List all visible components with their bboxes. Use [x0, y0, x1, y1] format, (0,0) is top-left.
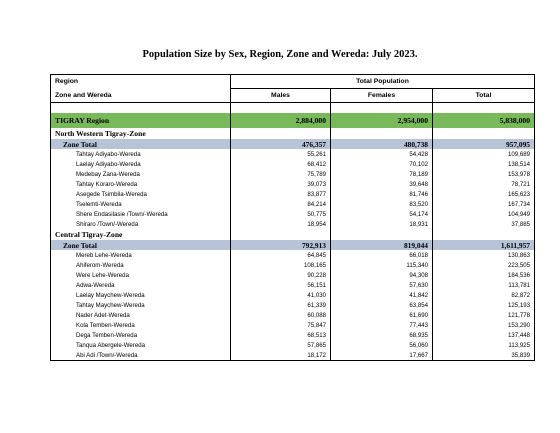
wereda-name: Mereb Lehe-Wereda: [76, 251, 132, 259]
zone-total-females: 819,044: [331, 240, 433, 250]
table-row: [51, 250, 535, 260]
wereda-males: 83,877: [231, 189, 331, 199]
header-row-2: [51, 89, 535, 103]
wereda-total: 109,689: [433, 149, 535, 159]
wereda-name: Kola Temben-Wereda: [76, 321, 135, 329]
wereda-males: 57,865: [231, 340, 331, 350]
table-row: [51, 159, 535, 169]
wereda-name: Abi Adi /Town/-Wereda: [76, 351, 138, 359]
wereda-total: 35,839: [433, 350, 535, 361]
wereda-females: 70,102: [331, 159, 433, 169]
spacer-row: [51, 103, 535, 114]
table-row: [51, 350, 535, 361]
wereda-name: Shiraro /Town/-Wereda: [76, 220, 139, 228]
wereda-males: 55,261: [231, 149, 331, 159]
wereda-name: Dega Temben-Wereda: [76, 331, 138, 339]
zone-total-row: [51, 139, 535, 149]
zone-name: North Western Tigray-Zone: [55, 129, 146, 138]
table-row: [51, 189, 535, 199]
table-row: [51, 300, 535, 310]
wereda-females: 54,428: [331, 149, 433, 159]
table-row: [51, 179, 535, 189]
table-row: [51, 340, 535, 350]
table-row: [51, 260, 535, 270]
wereda-total: 165,623: [433, 189, 535, 199]
table-row: [51, 310, 535, 320]
wereda-total: 153,978: [433, 169, 535, 179]
page-title: Population Size by Sex, Region, Zone and Wereda: July 2023.: [142, 49, 418, 60]
wereda-total: 184,536: [433, 270, 535, 280]
zone-total-males: 792,913: [231, 240, 331, 250]
wereda-females: 68,935: [331, 330, 433, 340]
wereda-total: 125,193: [433, 300, 535, 310]
wereda-males: 60,088: [231, 310, 331, 320]
wereda-total: 138,514: [433, 159, 535, 169]
header-total: Total: [433, 89, 535, 103]
empty-cell: [433, 229, 535, 240]
wereda-females: 81,746: [331, 189, 433, 199]
zone-title-row: [51, 128, 535, 139]
table-row: [51, 149, 535, 159]
empty-cell: [433, 128, 535, 139]
table-row: [51, 290, 535, 300]
region-name: TIGRAY Region: [51, 113, 231, 128]
wereda-females: 39,648: [331, 179, 433, 189]
zone-total-label: Zone Total: [51, 139, 231, 149]
empty-cell: [331, 128, 433, 139]
table-row: [51, 270, 535, 280]
header-region: Region: [55, 78, 79, 86]
wereda-name: Tahtay Adiyabo-Wereda: [76, 150, 141, 158]
wereda-males: 108,165: [231, 260, 331, 270]
header-total-population: Total Population: [231, 75, 535, 89]
wereda-females: 18,931: [331, 219, 433, 229]
wereda-name: Laelay Adiyabo-Wereda: [76, 160, 141, 168]
empty-cell: [231, 128, 331, 139]
table-row: [51, 320, 535, 330]
wereda-total: 37,885: [433, 219, 535, 229]
wereda-males: 75,847: [231, 320, 331, 330]
zone-total-total: 957,095: [433, 139, 535, 149]
wereda-males: 56,151: [231, 280, 331, 290]
wereda-females: 17,667: [331, 350, 433, 361]
header-males: Males: [231, 89, 331, 103]
wereda-males: 68,513: [231, 330, 331, 340]
wereda-males: 84,214: [231, 199, 331, 209]
wereda-females: 61,690: [331, 310, 433, 320]
wereda-total: 167,734: [433, 199, 535, 209]
wereda-females: 56,060: [331, 340, 433, 350]
table-row: [51, 199, 535, 209]
wereda-males: 41,030: [231, 290, 331, 300]
wereda-total: 104,949: [433, 209, 535, 219]
population-table: [50, 74, 535, 361]
wereda-name: Shere Endasilasie /Town/-Wereda: [76, 210, 168, 218]
zone-title-row: [51, 229, 535, 240]
wereda-total: 113,781: [433, 280, 535, 290]
table-row: [51, 330, 535, 340]
wereda-females: 57,630: [331, 280, 433, 290]
wereda-females: 66,018: [331, 250, 433, 260]
wereda-males: 61,339: [231, 300, 331, 310]
wereda-total: 153,290: [433, 320, 535, 330]
table-row: [51, 169, 535, 179]
wereda-total: 78,721: [433, 179, 535, 189]
zone-name: Central Tigray-Zone: [55, 230, 123, 239]
wereda-name: Tahtay Koraro-Wereda: [76, 180, 138, 188]
table-row: [51, 209, 535, 219]
wereda-females: 94,308: [331, 270, 433, 280]
header-females: Females: [331, 89, 433, 103]
zone-total-females: 480,738: [331, 139, 433, 149]
wereda-total: 223,505: [433, 260, 535, 270]
wereda-females: 54,174: [331, 209, 433, 219]
wereda-name: Medebay Zana-Wereda: [76, 170, 140, 178]
wereda-total: 113,925: [433, 340, 535, 350]
wereda-males: 39,073: [231, 179, 331, 189]
zone-total-label: Zone Total: [51, 240, 231, 250]
header-row-1: [51, 75, 535, 89]
wereda-females: 41,842: [331, 290, 433, 300]
wereda-name: Nader Adet-Wereda: [76, 311, 130, 319]
wereda-males: 90,228: [231, 270, 331, 280]
wereda-total: 137,448: [433, 330, 535, 340]
region-males: 2,884,000: [231, 113, 331, 128]
region-females: 2,954,000: [331, 113, 433, 128]
wereda-females: 83,520: [331, 199, 433, 209]
wereda-name: Ahiferom-Wereda: [76, 261, 124, 269]
wereda-females: 77,443: [331, 320, 433, 330]
wereda-total: 130,863: [433, 250, 535, 260]
wereda-males: 68,412: [231, 159, 331, 169]
zone-total-total: 1,611,957: [433, 240, 535, 250]
wereda-males: 18,954: [231, 219, 331, 229]
wereda-name: Were Lehe-Wereda: [76, 271, 129, 279]
wereda-total: 82,872: [433, 290, 535, 300]
wereda-name: Adwa-Wereda: [76, 281, 115, 289]
region-row: [51, 113, 535, 128]
empty-cell: [331, 229, 433, 240]
wereda-females: 78,189: [331, 169, 433, 179]
wereda-name: Tselemti-Wereda: [76, 200, 122, 208]
wereda-name: Asegede Tsimbila-Wereda: [76, 190, 147, 198]
table-row: [51, 280, 535, 290]
header-zone-and-wereda: Zone and Wereda: [51, 89, 231, 103]
empty-cell: [231, 229, 331, 240]
wereda-males: 50,775: [231, 209, 331, 219]
wereda-name: Tahtay Maychew-Wereda: [76, 301, 145, 309]
wereda-name: Tanqua Abergele-Wereda: [76, 341, 145, 349]
wereda-name: Laelay Maychew-Wereda: [76, 291, 145, 299]
region-total: 5,838,000: [433, 113, 535, 128]
table-row: [51, 219, 535, 229]
wereda-males: 75,789: [231, 169, 331, 179]
zone-total-males: 476,357: [231, 139, 331, 149]
wereda-males: 18,172: [231, 350, 331, 361]
wereda-males: 64,845: [231, 250, 331, 260]
zone-total-row: [51, 240, 535, 250]
wereda-total: 121,778: [433, 310, 535, 320]
wereda-females: 63,854: [331, 300, 433, 310]
wereda-females: 115,340: [331, 260, 433, 270]
